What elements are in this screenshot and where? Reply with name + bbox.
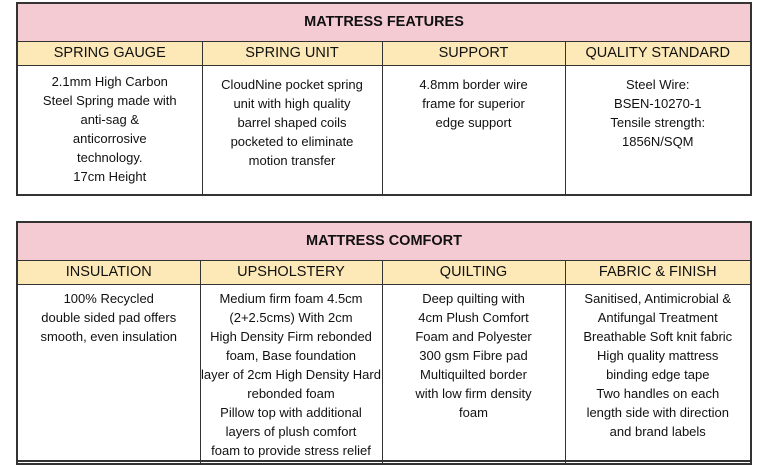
text-line: 2.1mm High Carbon <box>51 73 168 89</box>
text-line: Medium firm foam 4.5cm <box>219 290 363 306</box>
cell-support <box>382 65 565 195</box>
text-line: Multiquilted border <box>420 366 527 382</box>
text-line: double sided pad offers <box>41 309 177 325</box>
text-line: layers of plush comfort <box>225 423 357 439</box>
text-line: layer of 2cm High Density Hard <box>201 366 381 382</box>
text-line: 1856N/SQM <box>621 133 694 149</box>
text-line: CloudNine pocket spring <box>221 76 363 92</box>
text-line: High quality mattress <box>597 347 719 363</box>
text-line: edge support <box>435 114 512 130</box>
mattress-features-table <box>16 2 752 196</box>
cell-insulation <box>17 284 200 464</box>
text-line: (2+2.5cms) With 2cm <box>229 309 353 325</box>
next-table-edge <box>16 460 750 464</box>
text-line: technology. <box>76 149 143 165</box>
text-line: Breathable Soft knit fabric <box>583 328 733 344</box>
text-line: frame for superior <box>422 95 525 111</box>
text-line: foam to provide stress relief <box>211 442 371 458</box>
text-line: length side with direction <box>586 404 729 420</box>
text-line: Steel Wire: <box>625 76 690 92</box>
text-line: unit with high quality <box>233 95 351 111</box>
text-line: Deep quilting with <box>422 290 525 306</box>
cell-quilting <box>382 284 565 464</box>
text-line: smooth, even insulation <box>40 328 178 344</box>
text-line: foam <box>459 404 488 420</box>
text-line: anti-sag & <box>80 111 140 127</box>
text-line: 100% Recycled <box>63 290 154 306</box>
text-line: Sanitised, Antimicrobial & <box>584 290 732 306</box>
text-line: foam, Base foundation <box>225 347 357 363</box>
text-line: barrel shaped coils <box>237 114 347 130</box>
text-line: 4cm Plush Comfort <box>418 309 529 325</box>
text-line: with low firm density <box>415 385 532 401</box>
text-line: binding edge tape <box>606 366 710 382</box>
text-line: motion transfer <box>248 152 336 168</box>
text-line: Tensile strength: <box>610 114 706 130</box>
header-insulation: INSULATION <box>17 260 200 284</box>
header-support: SUPPORT <box>382 41 565 65</box>
text-line: 4.8mm border wire <box>419 76 528 92</box>
header-upsholstery: UPSHOLSTERY <box>200 260 382 284</box>
cell-spring-unit <box>202 65 382 195</box>
mattress-comfort-table <box>16 221 752 465</box>
text-line: and brand labels <box>609 423 706 439</box>
header-spring-unit: SPRING UNIT <box>202 41 382 65</box>
text-line: BSEN-10270-1 <box>614 95 702 111</box>
text-line: anticorrosive <box>72 130 147 146</box>
text-line: Steel Spring made with <box>42 92 177 108</box>
text-line: 17cm Height <box>73 168 147 184</box>
text-line: Foam and Polyester <box>415 328 532 344</box>
header-quality-standard: QUALITY STANDARD <box>565 41 751 65</box>
text-line: rebonded foam <box>247 385 335 401</box>
cell-spring-gauge <box>17 65 202 195</box>
header-fabric-finish: FABRIC & FINISH <box>565 260 751 284</box>
comfort-title: MATTRESS COMFORT <box>17 222 751 260</box>
cell-fabric-finish <box>565 284 751 464</box>
text-line: Two handles on each <box>596 385 720 401</box>
text-line: Antifungal Treatment <box>597 309 718 325</box>
header-spring-gauge: SPRING GAUGE <box>17 41 202 65</box>
cell-quality-standard <box>565 65 751 195</box>
header-quilting: QUILTING <box>382 260 565 284</box>
features-title: MATTRESS FEATURES <box>17 3 751 41</box>
text-line: High Density Firm rebonded <box>210 328 372 344</box>
cell-upsholstery <box>200 284 382 464</box>
text-line: pocketed to eliminate <box>230 133 354 149</box>
text-line: 300 gsm Fibre pad <box>419 347 528 363</box>
text-line: Pillow top with additional <box>220 404 362 420</box>
